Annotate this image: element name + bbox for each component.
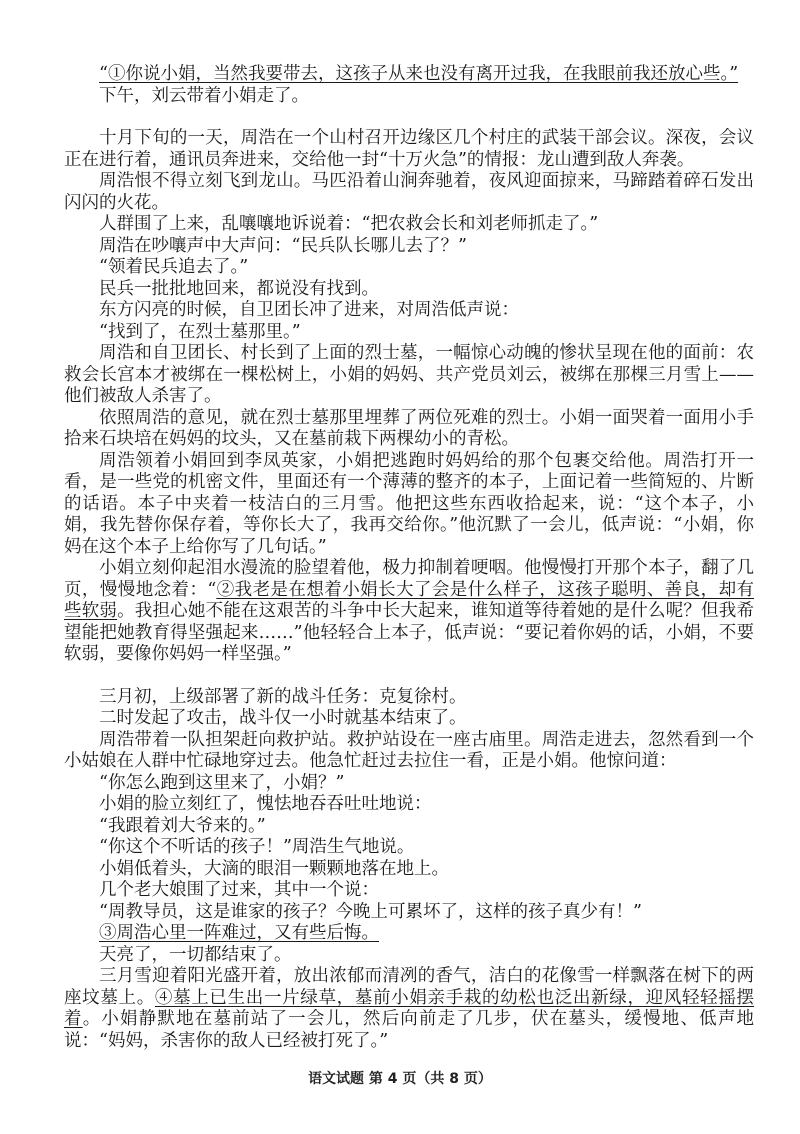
paragraph (64, 343, 754, 408)
paragraph-text: 十月下旬的一天，周浩在一个山村召开边缘区几个村庄的武装干部会议。深夜，会议正在进行着，通讯员奔进来，交给他一封“十万火急”的情报：龙山遭到敌人奔袭。 (64, 128, 754, 170)
paragraph-text: 小娟的脸立刻红了，愧怯地吞吞吐吐地说： (99, 794, 432, 814)
paragraph (64, 236, 754, 258)
paragraph (64, 708, 754, 730)
paragraph (64, 279, 754, 301)
paragraph (64, 966, 754, 1052)
paragraph-text: 周浩在吵嚷声中大声问：“民兵队长哪儿去了？” (99, 235, 467, 256)
paragraph (64, 558, 754, 666)
paragraph (64, 816, 754, 838)
underlined-text: ②我老是在想着小娟长大了会是什么样子，这孩子聪明、善良，却有些软弱 (64, 579, 754, 621)
paragraph-text: 二时发起了攻击，战斗仅一小时就基本结束了。 (99, 708, 467, 728)
underlined-text: “①你说小娟，当然我要带去，这孩子从来也没有离开过我，在我眼前我还放心些。” (99, 64, 739, 84)
paragraph (64, 214, 754, 236)
paragraph (64, 408, 754, 451)
paragraph-text: “你这个不听话的孩子！”周浩生气地说。 (99, 837, 415, 857)
paragraph-text: “我跟着刘大爷来的。” (99, 815, 266, 836)
paragraph (64, 300, 754, 322)
paragraph (64, 86, 754, 108)
paragraph-text: 周浩领着小娟回到李凤英家，小娟把逃跑时妈妈给的那个包裹交给他。周浩打开一看，是一些党的机密文件，里面还有一个薄薄的整齐的本子，上面记着一些简短的、片断的话语。本子中夹着一枝洁白的三月雪。他把这些东西收拾起来，说：“这个本子，小娟，我先替你保存着，等你长大了，我再交给你。”他沉默了一会儿，低声说：“小娟，你妈在这个本子上给你写了几句话。” (64, 450, 754, 557)
paragraph-text: 。我担心她不能在这艰苦的斗争中长大起来，谁知道等待着她的是什么呢？但我希望能把她教育得坚强起来……”他轻轻合上本子，低声说：“要记着你妈的话，小娟，不要软弱，要像你妈妈一样坚强。” (64, 601, 754, 664)
paragraph (64, 923, 754, 945)
paragraph-text: 小娟立刻仰起泪水漫流的脸望着他，极力抑制着哽咽。他慢慢打开那个本子，翻了几页，慢慢地念着：“ (64, 558, 754, 600)
paragraph (64, 322, 754, 344)
paragraph-text: 小娟低着头，大滴的眼泪一颗颗地落在地上。 (99, 858, 449, 879)
paragraph-text: 民兵一批批地回来，都说没有找到。 (99, 278, 379, 299)
paragraph-text: 下午，刘云带着小娟走了。 (99, 85, 309, 106)
paragraph (64, 64, 754, 86)
paragraph (64, 451, 754, 559)
paragraph-text: 天亮了，一切都结束了。 (99, 944, 292, 965)
paragraph (64, 687, 754, 709)
paragraph-text: “找到了，在烈士墓那里。” (99, 321, 301, 342)
paragraph-text: 东方闪亮的时候，自卫团长冲了进来，对周浩低声说： (99, 300, 519, 320)
page-footer: 语文试题 第 4 页（共 8 页） (308, 1071, 492, 1087)
paragraph-text: “周教导员，这是谁家的孩子？今晚上可累坏了，这样的孩子真少有！” (99, 901, 642, 922)
paragraph (64, 128, 754, 171)
paragraph-text: 人群围了上来，乱嚷嚷地诉说着：“把农救会长和刘老师抓走了。” (99, 214, 599, 234)
paragraph (64, 902, 754, 924)
document-body (64, 64, 754, 1052)
paragraph-text: 三月雪迎着阳光盛开着，放出浓郁而清冽的香气，洁白的花像雪一样飘落在树下的两座坟墓上。 (64, 966, 754, 1008)
paragraph (64, 773, 754, 795)
paragraph-text: 周浩和自卫团长、村长到了上面的烈士墓，一幅惊心动魄的惨状呈现在他的面前：农救会长宫本才被绑在一棵松树上，小娟的妈妈、共产党员刘云，被绑在那棵三月雪上——他们被敌人杀害了。 (64, 343, 754, 406)
paragraph (64, 794, 754, 816)
paragraph (64, 257, 754, 279)
paragraph (64, 730, 754, 773)
paragraph (64, 859, 754, 881)
paragraph-text: 依照周浩的意见，就在烈士墓那里埋葬了两位死难的烈士。小娟一面哭着一面用小手拾来石块培在妈妈的坟头，又在墓前栽下两棵幼小的青松。 (64, 407, 754, 449)
paragraph-text: 。小娟静默地在墓前站了一会儿，然后向前走了几步，伏在墓头，缓慢地、低声地说：“妈妈，杀害你的敌人已经被打死了。” (64, 1009, 755, 1051)
paragraph-text: 周浩恨不得立刻飞到龙山。马匹沿着山涧奔驰着，夜风迎面掠来，马蹄踏着碎石发出闪闪的火花。 (64, 171, 754, 213)
paragraph (64, 945, 754, 967)
underlined-text: ③周浩心里一阵难过，又有些后悔。 (99, 923, 379, 943)
underlined-text: ④墓上已生出一片绿草，墓前小娟亲手栽的幼松也泛出新绿，迎风轻轻摇摆着 (64, 987, 755, 1029)
paragraph-text: 几个老大娘围了过来，其中一个说： (99, 880, 379, 900)
paragraph (64, 171, 754, 214)
paragraph (64, 837, 754, 859)
paragraph-text: 三月初，上级部署了新的战斗任务：克复徐村。 (99, 686, 467, 707)
paragraph (64, 880, 754, 902)
paragraph-text: “你怎么跑到这里来了，小娟？” (99, 772, 345, 793)
paragraph-text: “领着民兵追去了。” (99, 257, 249, 277)
paragraph-text: 周浩带着一队担架赶向救护站。救护站设在一座古庙里。周浩走进去，忽然看到一个小姑娘在人群中忙碌地穿过去。他急忙赶过去拉住一看，正是小娟。他惊问道： (64, 729, 754, 771)
